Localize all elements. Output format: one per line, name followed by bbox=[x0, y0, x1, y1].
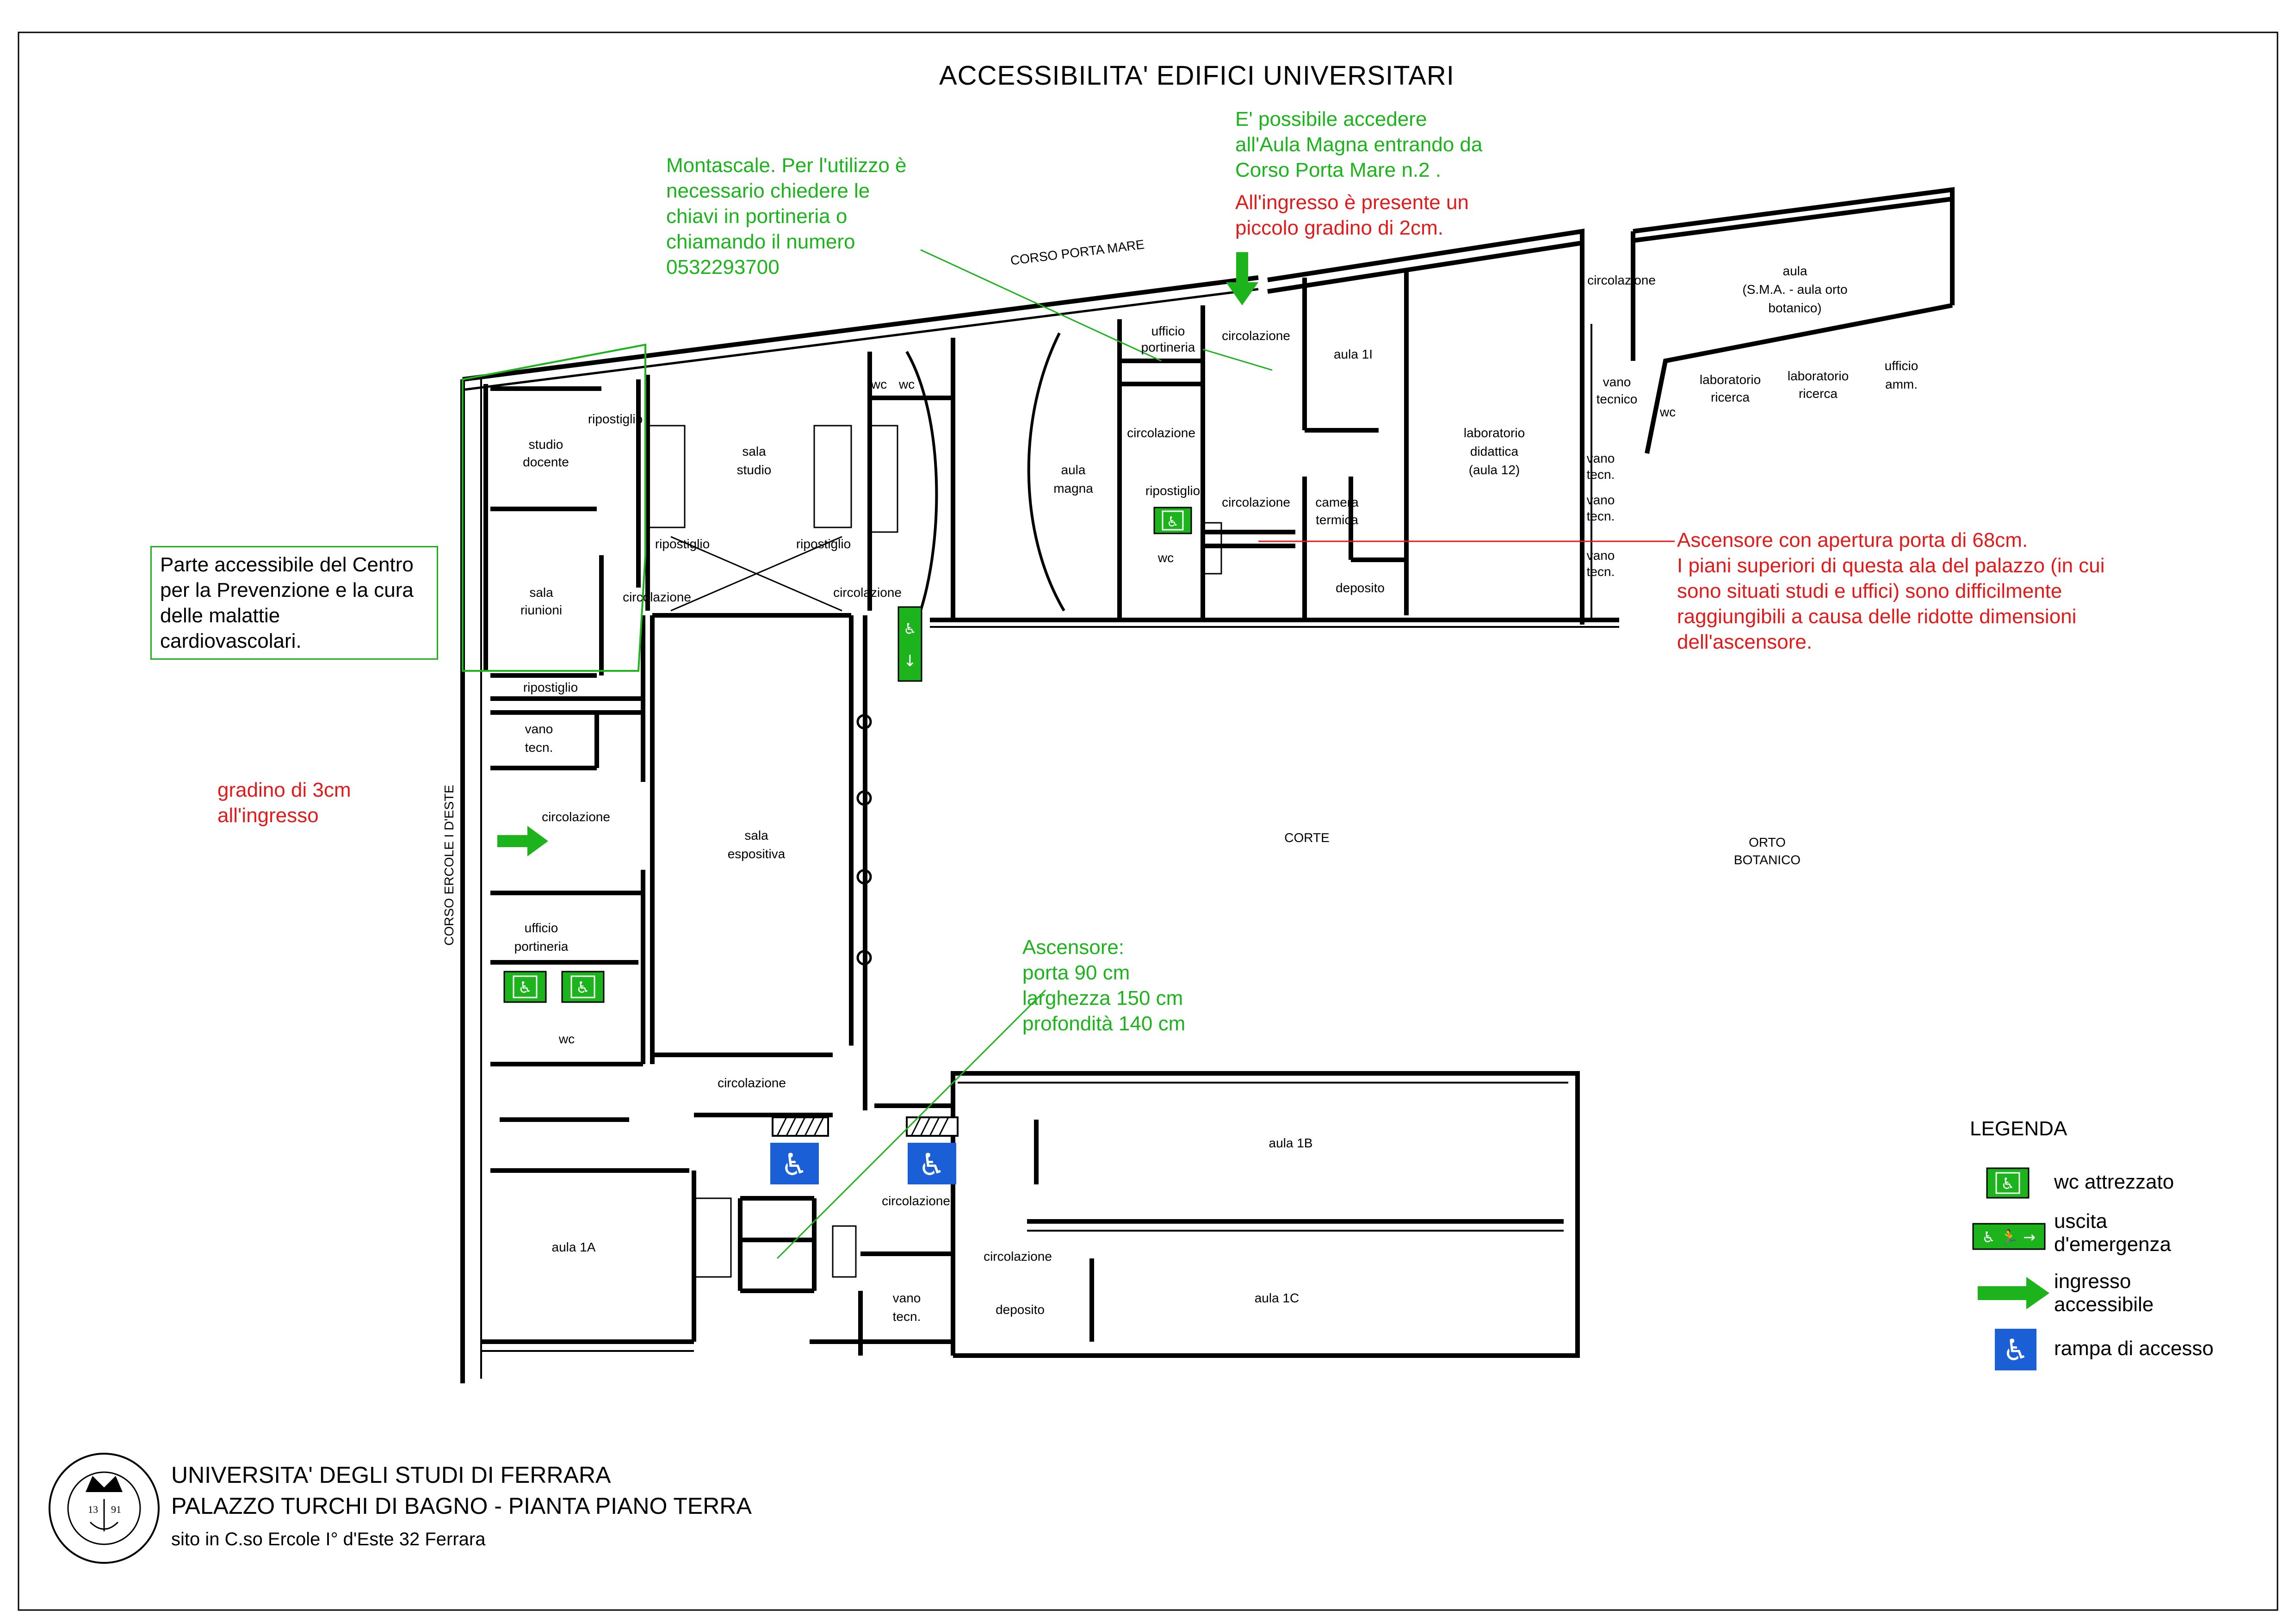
room-label: circolazione bbox=[623, 590, 691, 604]
room-label: wc bbox=[898, 377, 915, 391]
aula-magna-step-note: All'ingresso è presente un piccolo gradino di 2cm. bbox=[1235, 191, 1469, 239]
room-label: sala bbox=[742, 444, 766, 458]
room-label: sala bbox=[744, 828, 768, 842]
room-label: wc bbox=[558, 1032, 575, 1046]
room-label: aula 1I bbox=[1333, 347, 1373, 361]
wc-accessible-icon bbox=[1154, 508, 1191, 533]
room-label: aula bbox=[1061, 463, 1086, 477]
room-label: ripostiglio bbox=[1145, 483, 1201, 498]
room-label: aula 1B bbox=[1269, 1136, 1313, 1150]
room-label: tecnico bbox=[1596, 392, 1638, 406]
room-label: termica bbox=[1316, 513, 1358, 527]
legend-label-exit: uscita d'emergenza bbox=[2054, 1210, 2171, 1256]
green-arrow-icon bbox=[1978, 1277, 2049, 1309]
svg-text:♿: ♿ bbox=[1166, 514, 1179, 530]
legend-label-entry: ingresso accessibile bbox=[2054, 1270, 2154, 1316]
room-label: aula 1A bbox=[551, 1240, 596, 1254]
room-label: aula 1C bbox=[1254, 1291, 1300, 1305]
room-label: ufficio bbox=[1151, 324, 1185, 338]
room-label: BOTANICO bbox=[1733, 853, 1801, 867]
room-label: CORTE bbox=[1284, 830, 1330, 845]
wheelchair-ramp-icon bbox=[1995, 1329, 2036, 1370]
room-label: vano bbox=[1586, 548, 1615, 563]
svg-text:♿: ♿ bbox=[2000, 1175, 2015, 1193]
room-label: vano bbox=[525, 722, 553, 736]
room-label: studio bbox=[528, 437, 563, 452]
room-label: (S.M.A. - aula orto bbox=[1742, 282, 1848, 297]
room-label: didattica bbox=[1470, 444, 1519, 458]
room-label: portineria bbox=[514, 939, 569, 954]
walls bbox=[463, 190, 1952, 1383]
room-label: circolazione bbox=[1127, 426, 1195, 440]
green-arrow-icon bbox=[497, 826, 548, 856]
room-label: vano bbox=[1586, 493, 1615, 507]
svg-text:♿: ♿ bbox=[780, 1147, 808, 1183]
wc-accessible-icon bbox=[1987, 1168, 2029, 1198]
svg-text:91: 91 bbox=[111, 1504, 121, 1515]
room-label: laboratorio bbox=[1463, 426, 1525, 440]
room-label: circolazione bbox=[718, 1076, 786, 1090]
footer-address: sito in C.so Ercole I° d'Este 32 Ferrara bbox=[171, 1529, 486, 1549]
svg-text:♿ 🏃 →: ♿ 🏃 → bbox=[1982, 1228, 2036, 1246]
street-corso-porta-mare: CORSO PORTA MARE bbox=[1009, 237, 1145, 268]
room-label: studio bbox=[736, 463, 772, 477]
page-frame bbox=[19, 32, 2277, 1610]
room-label: wc bbox=[1659, 405, 1676, 419]
room-label: ricerca bbox=[1710, 390, 1750, 404]
room-label: ripostiglio bbox=[523, 680, 578, 694]
street-corso-ercole: CORSO ERCOLE I D'ESTE bbox=[442, 785, 456, 946]
room-label: laboratorio bbox=[1699, 372, 1761, 387]
room-label: wc bbox=[1157, 551, 1174, 565]
room-label: magna bbox=[1053, 481, 1093, 496]
room-label: camera bbox=[1315, 495, 1359, 509]
montascale-note: Montascale. Per l'utilizzo è necessario chiedere le chiavi in portineria o chiamando il numero 0532293700 bbox=[666, 154, 907, 279]
svg-text:13: 13 bbox=[88, 1504, 98, 1515]
room-label: ricerca bbox=[1798, 386, 1838, 401]
step-entry-note: gradino di 3cm all'ingresso bbox=[217, 779, 351, 827]
room-label: vano bbox=[1603, 375, 1631, 389]
lift-main-note: Ascensore: porta 90 cm larghezza 150 cm profondità 140 cm bbox=[1022, 936, 1186, 1035]
room-label: (aula 12) bbox=[1468, 463, 1520, 477]
lift-hatches bbox=[773, 1117, 958, 1136]
cardio-area-note: Parte accessibile del Centro per la Prevenzione e la cura delle malattie cardiovascolari. bbox=[150, 546, 438, 660]
room-label: circolazione bbox=[1222, 495, 1290, 509]
room-label: circolazione bbox=[882, 1194, 950, 1208]
legend-title: LEGENDA bbox=[1970, 1117, 2067, 1140]
svg-text:♿: ♿ bbox=[2002, 1333, 2029, 1368]
room-label: vano bbox=[892, 1291, 921, 1305]
room-label: circolazione bbox=[542, 810, 610, 824]
room-label: ripostiglio bbox=[796, 537, 851, 551]
legend-icons bbox=[1973, 1168, 2049, 1370]
room-label: amm. bbox=[1885, 377, 1918, 391]
room-label: deposito bbox=[1336, 581, 1385, 595]
wc-accessible-icon bbox=[562, 972, 604, 1002]
room-label: aula bbox=[1782, 264, 1807, 278]
room-label: circolazione bbox=[833, 585, 902, 600]
room-label: ufficio bbox=[524, 921, 558, 935]
aula-magna-access-note: E' possibile accedere all'Aula Magna entrando da Corso Porta Mare n.2 . bbox=[1235, 108, 1483, 181]
svg-text:♿: ♿ bbox=[903, 620, 917, 638]
room-label: ripostiglio bbox=[655, 537, 710, 551]
emergency-exit-icon bbox=[1973, 1224, 2045, 1249]
room-label: circolazione bbox=[1587, 273, 1656, 287]
room-label: tecn. bbox=[1586, 564, 1615, 579]
room-label: tecn. bbox=[1586, 467, 1615, 482]
room-label: laboratorio bbox=[1787, 369, 1849, 383]
legend-label-ramp: rampa di accesso bbox=[2054, 1337, 2214, 1360]
room-label: ORTO bbox=[1749, 835, 1786, 849]
room-label: portineria bbox=[1141, 340, 1195, 354]
page-title: ACCESSIBILITA' EDIFICI UNIVERSITARI bbox=[939, 61, 1454, 91]
room-label: tecn. bbox=[892, 1309, 921, 1324]
svg-text:♿: ♿ bbox=[518, 979, 532, 997]
room-label: ripostiglio bbox=[588, 412, 643, 426]
wc-accessible-icon bbox=[504, 972, 546, 1002]
room-label: espositiva bbox=[727, 847, 786, 861]
room-label: circolazione bbox=[984, 1249, 1052, 1264]
svg-text:♿: ♿ bbox=[576, 979, 590, 997]
room-label: deposito bbox=[996, 1302, 1045, 1317]
footer-university: UNIVERSITA' DEGLI STUDI DI FERRARA bbox=[171, 1462, 611, 1488]
room-label: ufficio bbox=[1884, 359, 1918, 373]
room-labels bbox=[514, 264, 1918, 1324]
svg-text:♿: ♿ bbox=[918, 1147, 946, 1183]
room-label: vano bbox=[1586, 451, 1615, 465]
legend-label-wc: wc attrezzato bbox=[2054, 1171, 2174, 1193]
wheelchair-ramp-icon bbox=[770, 1143, 819, 1184]
lift-small-note: Ascensore con apertura porta di 68cm. I piani superiori di questa ala del palazzo (in cui sono situati studi e uffici) sono difficilmente raggiungibili a causa delle ridotte dimensioni dell'ascensore. bbox=[1677, 529, 2105, 653]
room-label: sala bbox=[529, 585, 553, 600]
footer-building: PALAZZO TURCHI DI BAGNO - PIANTA PIANO TERRA bbox=[171, 1493, 752, 1519]
university-seal-logo bbox=[50, 1454, 159, 1563]
room-label: tecn. bbox=[1586, 509, 1615, 523]
room-label: docente bbox=[523, 455, 569, 469]
room-label: wc bbox=[871, 377, 887, 391]
room-label: botanico) bbox=[1768, 301, 1822, 315]
svg-text:↓: ↓ bbox=[903, 652, 917, 670]
room-label: circolazione bbox=[1222, 328, 1290, 343]
room-label: riunioni bbox=[520, 603, 563, 617]
room-label: tecn. bbox=[525, 740, 553, 755]
wheelchair-ramp-icon bbox=[908, 1143, 956, 1184]
emergency-exit-icon bbox=[898, 607, 922, 681]
